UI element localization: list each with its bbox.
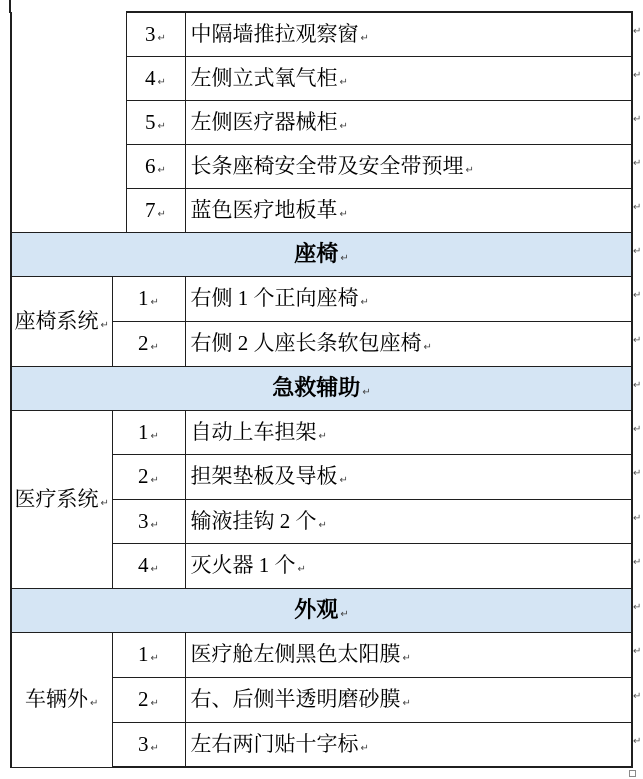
paragraph-mark-icon: ↵ — [360, 33, 369, 45]
section-header-row — [11, 588, 632, 632]
row-end-mark-icon: ↵ — [633, 424, 642, 435]
row-end-mark-icon: ↵ — [633, 158, 642, 169]
item-number-cell — [112, 722, 185, 767]
item-number: 6 — [145, 153, 156, 178]
item-number: 3 — [138, 508, 149, 533]
section-header: 急救辅助 — [272, 375, 361, 401]
category-cell — [11, 276, 112, 366]
paragraph-mark-icon: ↵ — [150, 297, 159, 309]
row-end-mark-icon: ↵ — [633, 736, 642, 747]
row-end-mark-icon: ↵ — [633, 335, 642, 346]
paragraph-mark-icon: ↵ — [157, 208, 166, 220]
paragraph-mark-icon: ↵ — [362, 387, 371, 399]
item-number: 4 — [138, 553, 149, 578]
item-number-cell — [112, 543, 185, 588]
item-number-cell — [112, 276, 185, 321]
paragraph-mark-icon: ↵ — [360, 743, 369, 755]
item-desc: 左侧医疗器械柜 — [190, 109, 338, 134]
item-desc-cell — [185, 12, 632, 56]
item-number: 2 — [138, 687, 149, 712]
item-desc: 担架垫板及导板 — [190, 464, 338, 489]
category-label: 座椅系统 — [14, 308, 99, 333]
section-header-cell — [11, 588, 632, 632]
item-desc: 长条座椅安全带及安全带预埋 — [190, 153, 464, 178]
paragraph-mark-icon: ↵ — [465, 164, 474, 176]
item-desc-cell — [185, 100, 632, 144]
category-cell — [11, 410, 112, 588]
item-number: 7 — [145, 197, 156, 222]
paragraph-mark-icon: ↵ — [402, 653, 411, 665]
paragraph-mark-icon: ↵ — [150, 698, 159, 710]
item-desc-cell — [185, 321, 632, 366]
paragraph-mark-icon: ↵ — [157, 33, 166, 45]
item-number-cell — [126, 144, 185, 188]
section-header-cell — [11, 232, 632, 276]
row-end-mark-icon: ↵ — [633, 26, 642, 37]
item-number-cell — [126, 188, 185, 232]
item-number: 3 — [138, 732, 149, 757]
item-number: 4 — [145, 65, 156, 90]
item-desc: 医疗舱左侧黑色太阳膜 — [190, 642, 401, 667]
paragraph-mark-icon: ↵ — [100, 319, 109, 331]
item-desc: 左右两门贴十字标 — [190, 732, 359, 757]
paragraph-mark-icon: ↵ — [150, 519, 159, 531]
paragraph-mark-icon: ↵ — [340, 253, 349, 265]
item-number-cell — [126, 100, 185, 144]
item-number-cell — [112, 677, 185, 722]
paragraph-mark-icon: ↵ — [339, 208, 348, 220]
item-desc: 自动上车担架 — [190, 419, 317, 444]
equipment-spec-table — [10, 11, 633, 768]
row-end-mark-icon: ↵ — [633, 468, 642, 479]
item-number-cell — [112, 632, 185, 677]
paragraph-mark-icon: ↵ — [318, 430, 327, 442]
section-header-cell — [11, 366, 632, 410]
paragraph-mark-icon: ↵ — [150, 653, 159, 665]
row-end-mark-icon: ↵ — [633, 513, 642, 524]
item-desc-cell — [185, 276, 632, 321]
item-desc: 中隔墙推拉观察窗 — [190, 22, 359, 47]
paragraph-mark-icon: ↵ — [150, 430, 159, 442]
row-end-mark-icon: ↵ — [633, 602, 642, 613]
item-desc: 灭火器 1 个 — [190, 553, 296, 578]
item-number-cell — [112, 499, 185, 543]
category-cell-continued — [11, 12, 126, 232]
paragraph-mark-icon: ↵ — [340, 609, 349, 621]
paragraph-mark-icon: ↵ — [423, 342, 432, 354]
item-desc: 右、后侧半透明磨砂膜 — [190, 687, 401, 712]
item-desc-cell — [185, 722, 632, 767]
item-number: 1 — [138, 642, 149, 667]
item-number-cell — [112, 321, 185, 366]
table-row — [11, 276, 632, 321]
item-number: 2 — [138, 331, 149, 356]
item-desc-cell — [185, 410, 632, 454]
paragraph-mark-icon: ↵ — [297, 564, 306, 576]
paragraph-mark-icon: ↵ — [157, 76, 166, 88]
section-header: 外观 — [294, 597, 339, 623]
item-desc: 右侧 2 人座长条软包座椅 — [190, 331, 422, 356]
item-desc-cell — [185, 632, 632, 677]
paragraph-mark-icon: ↵ — [100, 497, 109, 509]
table-row — [11, 410, 632, 454]
paragraph-mark-icon: ↵ — [360, 297, 369, 309]
item-number-cell — [112, 410, 185, 454]
paragraph-mark-icon: ↵ — [318, 519, 327, 531]
item-number: 2 — [138, 464, 149, 489]
item-number: 1 — [138, 286, 149, 311]
category-label: 医疗系统 — [14, 486, 99, 511]
row-end-mark-icon: ↵ — [633, 646, 642, 657]
paragraph-mark-icon: ↵ — [150, 475, 159, 487]
row-end-mark-icon: ↵ — [633, 114, 642, 125]
row-end-mark-icon: ↵ — [633, 557, 642, 568]
row-end-mark-icon: ↵ — [633, 691, 642, 702]
table-row — [11, 12, 632, 56]
item-desc: 右侧 1 个正向座椅 — [190, 286, 359, 311]
paragraph-mark-icon: ↵ — [150, 342, 159, 354]
row-end-mark-icon: ↵ — [633, 202, 642, 213]
item-desc-cell — [185, 454, 632, 499]
item-desc: 左侧立式氧气柜 — [190, 65, 338, 90]
section-header: 座椅 — [294, 241, 339, 267]
end-of-document-square-mark — [629, 770, 636, 777]
row-end-mark-icon: ↵ — [633, 70, 642, 81]
paragraph-mark-icon: ↵ — [90, 698, 99, 710]
item-desc-cell — [185, 543, 632, 588]
item-desc: 输液挂钩 2 个 — [190, 508, 317, 533]
item-number: 1 — [138, 419, 149, 444]
item-desc-cell — [185, 677, 632, 722]
section-header-row — [11, 366, 632, 410]
item-number-cell — [126, 12, 185, 56]
row-end-mark-icon: ↵ — [633, 246, 642, 257]
item-number: 5 — [145, 109, 156, 134]
item-desc-cell — [185, 188, 632, 232]
table-row — [11, 632, 632, 677]
item-desc-cell — [185, 499, 632, 543]
item-number-cell — [112, 454, 185, 499]
category-cell — [11, 632, 112, 767]
item-desc-cell — [185, 56, 632, 100]
item-number-cell — [126, 56, 185, 100]
section-header-row — [11, 232, 632, 276]
row-end-mark-icon: ↵ — [633, 380, 642, 391]
category-label: 车辆外 — [25, 687, 89, 712]
item-number: 3 — [145, 22, 156, 47]
paragraph-mark-icon: ↵ — [150, 564, 159, 576]
paragraph-mark-icon: ↵ — [339, 120, 348, 132]
item-desc: 蓝色医疗地板革 — [190, 197, 338, 222]
paragraph-mark-icon: ↵ — [157, 120, 166, 132]
row-end-mark-icon: ↵ — [633, 290, 642, 301]
paragraph-mark-icon: ↵ — [157, 164, 166, 176]
paragraph-mark-icon: ↵ — [402, 698, 411, 710]
paragraph-mark-icon: ↵ — [150, 743, 159, 755]
item-desc-cell — [185, 144, 632, 188]
paragraph-mark-icon: ↵ — [339, 76, 348, 88]
paragraph-mark-icon: ↵ — [339, 475, 348, 487]
